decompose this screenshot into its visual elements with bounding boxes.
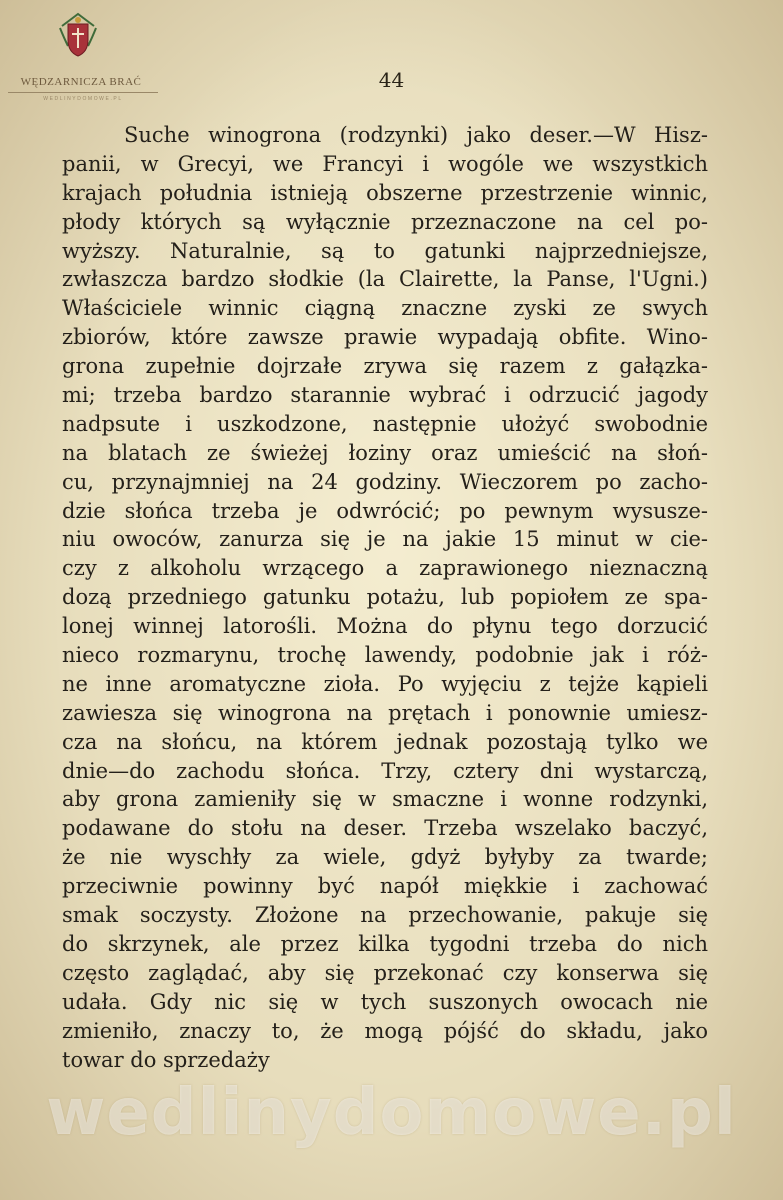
text-line: udała. Gdy nic się w tych suszonych owocach nie — [62, 989, 708, 1014]
watermark: wedlinydomowe.pl — [46, 1076, 737, 1150]
text-line: aby grona zamieniły się w smaczne i wonne rodzynki, — [62, 787, 708, 812]
text-line: towar do sprzedaży — [62, 1047, 270, 1072]
text-line: nieco rozmarynu, trochę lawendy, podobnie jak i róż- — [62, 643, 708, 668]
text-line: zbiorów, które zawsze prawie wypadają obfite. Wino- — [62, 325, 708, 350]
text-line: ne inne aromatyczne zioła. Po wyjęciu z tejże kąpieli — [62, 671, 708, 696]
logo-url: WEDLINYDOMOWE.PL — [43, 96, 123, 102]
text-line: cza na słońcu, na którem jednak pozostają tylko we — [62, 729, 708, 754]
crest-icon — [58, 12, 98, 58]
text-line: niu owoców, zanurza się je na jakie 15 minut w cie- — [62, 527, 708, 552]
text-line: zawiesza się winogrona na prętach i ponownie umiesz- — [62, 700, 708, 725]
text-line: że nie wyschły za wiele, gdyż byłyby za twarde; — [62, 845, 708, 870]
text-line: zmieniło, znaczy to, że mogą pójść do składu, jako — [62, 1018, 708, 1043]
text-line: Właściciele winnic ciągną znaczne zyski ze swych — [62, 296, 708, 321]
page-number: 44 — [378, 68, 405, 92]
paragraph — [62, 121, 708, 1074]
text-line: podawane do stołu na deser. Trzeba wszelako baczyć, — [62, 816, 708, 841]
text-line: cu, przynajmniej na 24 godziny. Wieczorem po zacho- — [62, 469, 708, 494]
text-line: dzie słońca trzeba je odwrócić; po pewnym wysusze- — [62, 498, 708, 523]
text-line: panii, w Grecyi, we Francyi i wogóle we wszystkich — [62, 151, 708, 176]
text-line: zwłaszcza bardzo słodkie (la Clairette, la Panse, l'Ugni.) — [62, 267, 708, 292]
text-line: wyższy. Naturalnie, są to gatunki najprzedniejsze, — [62, 238, 708, 263]
text-line: czy z alkoholu wrzącego a zaprawionego nieznaczną — [62, 556, 708, 581]
logo-name: WĘDZARNICZA BRAĆ — [20, 76, 142, 88]
text-line: na blatach ze świeżej łoziny oraz umieścić na słoń- — [62, 440, 708, 465]
text-line: lonej winnej latorośli. Można do płynu tego dorzucić — [62, 614, 708, 639]
text-line: do skrzynek, ale przez kilka tygodni trzeba do nich — [62, 931, 708, 956]
text-line: krajach południa istnieją obszerne przestrzenie winnic, — [62, 180, 708, 205]
text-line: mi; trzeba bardzo starannie wybrać i odrzucić jagody — [62, 383, 708, 408]
text-line: nadpsute i uszkodzone, następnie ułożyć swobodnie — [62, 411, 708, 436]
text-line: smak soczysty. Złożone na przechowanie, pakuje się — [62, 903, 708, 928]
text-line: dozą przedniego gatunku potażu, lub popiołem ze spa- — [62, 585, 708, 610]
text-line: często zaglądać, aby się przekonać czy konserwa się — [62, 960, 708, 985]
text-line: płody których są wyłącznie przeznaczone na cel po- — [62, 209, 708, 234]
text-line: Suche winogrona (rodzynki) jako deser.—W Hisz- — [124, 123, 708, 147]
text-line: dnie—do zachodu słońca. Trzy, cztery dni wystarczą, — [62, 758, 708, 783]
text-line: przeciwnie powinny być napół miękkie i zachować — [62, 874, 708, 899]
logo-divider — [8, 92, 158, 93]
text-line: grona zupełnie dojrzałe zrywa się razem z gałązka- — [62, 354, 708, 379]
